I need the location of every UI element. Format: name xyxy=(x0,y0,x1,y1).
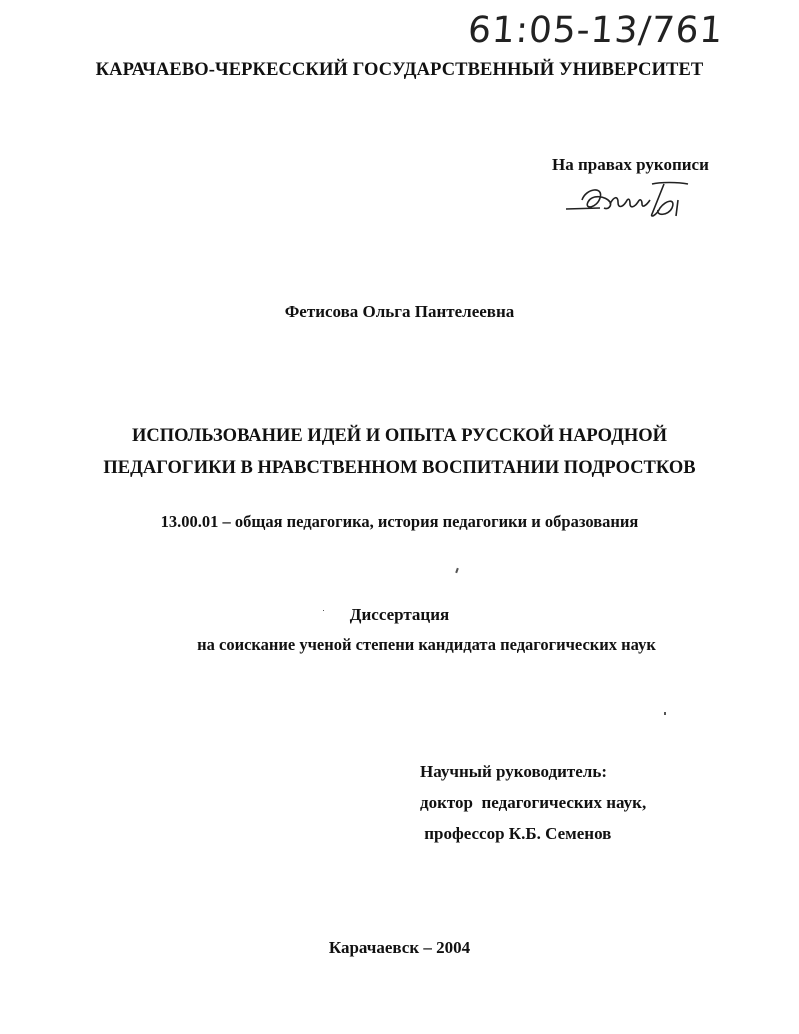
university-name: КАРАЧАЕВО-ЧЕРКЕССКИЙ ГОСУДАРСТВЕННЫЙ УНИВЕРСИТЕТ xyxy=(95,60,704,80)
supervisor-label: Научный руководитель: xyxy=(420,762,607,781)
signature xyxy=(560,178,700,223)
archive-code-handwritten xyxy=(470,2,770,52)
thesis-title-line-2: ПЕДАГОГИКИ В НРАВСТВЕННОМ ВОСПИТАНИИ ПОДРОСТКОВ xyxy=(103,458,696,478)
document-type: Диссертация xyxy=(349,605,450,624)
scan-speck xyxy=(664,712,666,715)
degree-sought: на соискание ученой степени кандидата педагогических наук xyxy=(197,635,656,654)
supervisor-name: профессор К.Б. Семенов xyxy=(420,824,612,843)
scan-speck xyxy=(323,610,324,611)
thesis-title xyxy=(0,420,799,484)
manuscript-rights-label: На правах рукописи xyxy=(552,155,709,174)
city-year: Карачаевск – 2004 xyxy=(328,938,471,957)
supervisor-degree: доктор педагогических наук, xyxy=(420,793,647,812)
supervisor-block xyxy=(420,756,646,849)
archive-code-text: 61:05-13/761 xyxy=(470,10,725,51)
thesis-title-line-1: ИСПОЛЬЗОВАНИЕ ИДЕЙ И ОПЫТА РУССКОЙ НАРОДНОЙ xyxy=(132,426,667,446)
scan-speck xyxy=(455,568,459,573)
author-name: Фетисова Ольга Пантелеевна xyxy=(284,302,515,321)
specialty-code: 13.00.01 – общая педагогика, история педагогики и образования xyxy=(160,512,639,531)
